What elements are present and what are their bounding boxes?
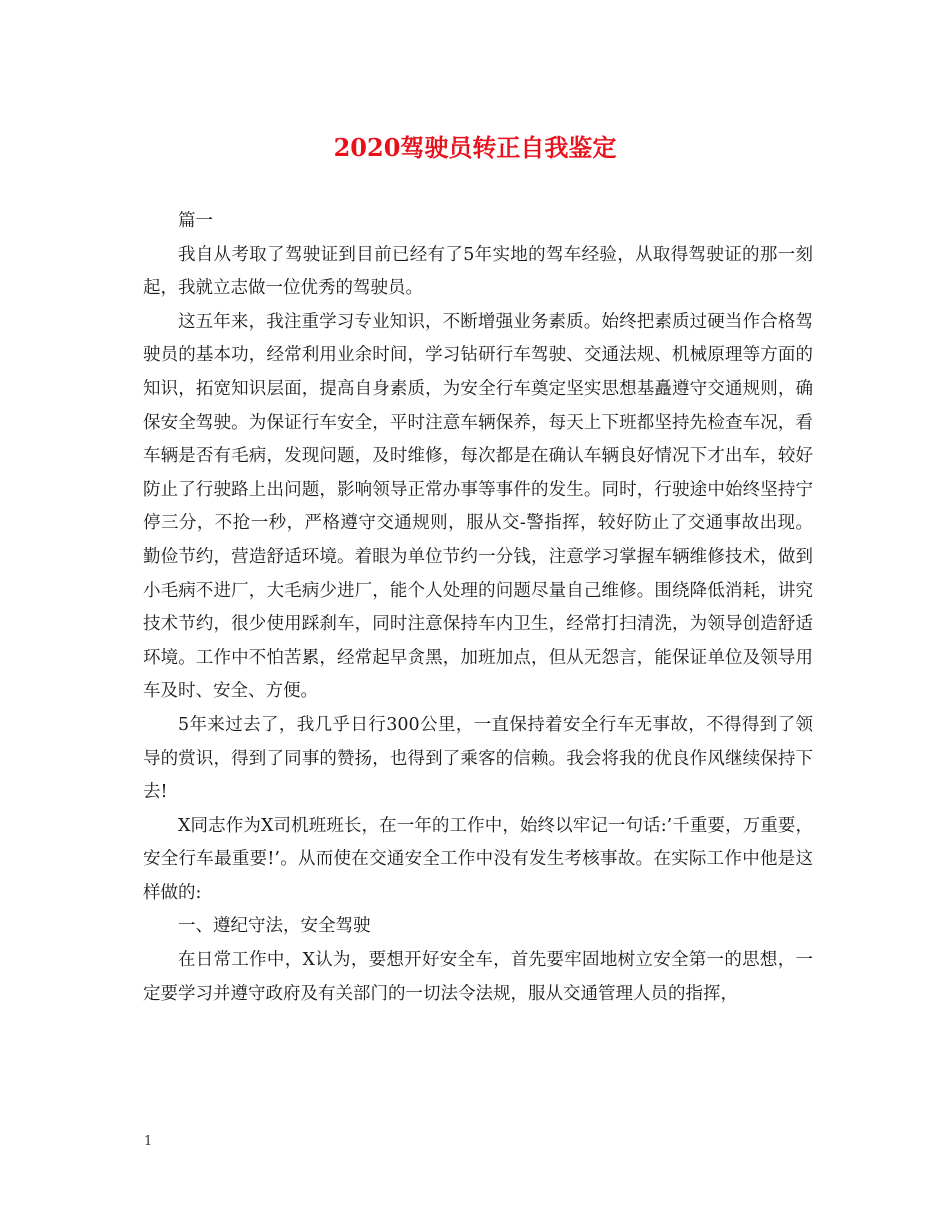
paragraph-subheading: 一、遵纪守法，安全驾驶: [178, 916, 371, 937]
paragraph: 这五年来，我注重学习专业知识，不断增强业务素质。始终把素质过硬当作合格驾驶员的基本功，经常利用业余时间，学习钻研行车驾驶、交通法规、机械原理等方面的知识，拓宽知识层面，提高自身素质，为安全行车奠定坚实思想基矗遵守交通规则，确保安全驾驶。为保证行车安全，平时注意车辆保养，每天上下班都坚持先检查车况，看车辆是否有毛病，发现问题，及时维修，每次都是在确认车辆良好情况下才出车，较好防止了行驶路上出问题，影响领导正常办事等事件的发生。同时，行驶途中始终坚持宁停三分，不抢一秒，严格遵守交通规则，服从交-警指挥，较好防止了交通事故出现。勤俭节约，营造舒适环境。着眼为单位节约一分钱，注意学习掌握车辆维修技术，做到小毛病不进厂，大毛病少进厂，能个人处理的问题尽量自己维修。围绕降低消耗，讲究技术节约，很少使用踩刹车，同时注意保持车内卫生，经常打扫清洗，为领导创造舒适环境。工作中不怕苦累，经常起早贪黑，加班加点，但从无怨言，能保证单位及领导用车及时、安全、方便。: [143, 311, 813, 702]
document-body: [143, 205, 813, 1011]
document-title: 2020驾驶员转正自我鉴定: [333, 133, 617, 162]
paragraph: 5年来过去了，我几乎日行300公里，一直保持着安全行车无事故，不得得到了领导的赏识，得到了同事的赞扬，也得到了乘客的信赖。我会将我的优良作风继续保持下去!: [143, 714, 813, 803]
paragraph: 在日常工作中，X认为，要想开好安全车，首先要牢固地树立安全第一的思想，一定要学习并遵守政府及有关部门的一切法令法规，服从交通管理人员的指挥，: [143, 950, 813, 1004]
paragraph: X同志作为X司机班班长，在一年的工作中，始终以牢记一句话:’千重要，万重要，安全行车最重要!’。从而使在交通安全工作中没有发生考核事故。在实际工作中他是这样做的:: [143, 815, 813, 903]
paragraph: 我自从考取了驾驶证到目前已经有了5年实地的驾车经验，从取得驾驶证的那一刻起，我就立志做一位优秀的驾驶员。: [143, 244, 813, 299]
paragraph-section-label: 篇一: [178, 211, 213, 231]
page-number: 1: [144, 1134, 153, 1149]
